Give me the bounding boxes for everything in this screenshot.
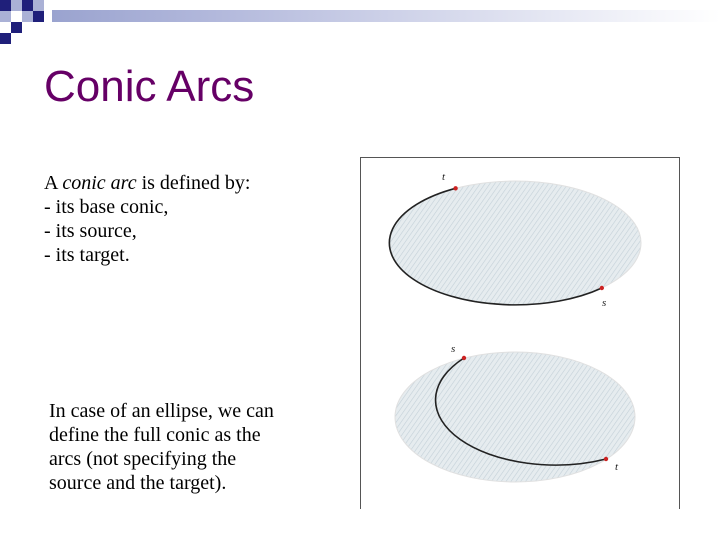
deco-square xyxy=(22,0,33,11)
intro-line: - its source, xyxy=(44,220,137,242)
intro-line: - its target. xyxy=(44,244,130,266)
deco-square xyxy=(11,11,22,22)
deco-square xyxy=(0,22,11,33)
note-line: source and the target). xyxy=(49,472,227,494)
top-source-point xyxy=(600,286,604,290)
bottom-target-point xyxy=(604,457,608,461)
bottom-target-label: t xyxy=(615,461,619,473)
top-target-point xyxy=(453,186,457,190)
deco-square xyxy=(0,11,11,22)
deco-square xyxy=(22,11,33,22)
top-target-label: t xyxy=(442,171,446,183)
deco-square xyxy=(22,22,33,33)
note-line: define the full conic as the xyxy=(49,424,261,446)
bottom-source-point xyxy=(462,356,466,360)
deco-square xyxy=(0,0,11,11)
deco-square xyxy=(11,22,22,33)
header-decoration xyxy=(0,0,720,50)
note-line: In case of an ellipse, we can xyxy=(49,400,274,422)
top-source-label: s xyxy=(602,297,607,309)
deco-square xyxy=(11,0,22,11)
intro-line: A conic arc is defined by: xyxy=(44,172,251,194)
intro-line: - its base conic, xyxy=(44,196,169,218)
deco-square xyxy=(0,33,11,44)
conic-arcs-figure xyxy=(360,157,680,509)
bottom-source-label: s xyxy=(451,343,456,355)
header-bar xyxy=(52,10,720,22)
intro-text xyxy=(44,171,250,267)
slide-title: Conic Arcs xyxy=(44,62,255,111)
deco-square xyxy=(33,11,44,22)
ellipse-diagram xyxy=(361,158,681,510)
deco-square xyxy=(33,0,44,11)
note-text xyxy=(49,399,274,495)
note-line: arcs (not specifying the xyxy=(49,448,237,470)
bottom-ellipse xyxy=(395,352,635,482)
